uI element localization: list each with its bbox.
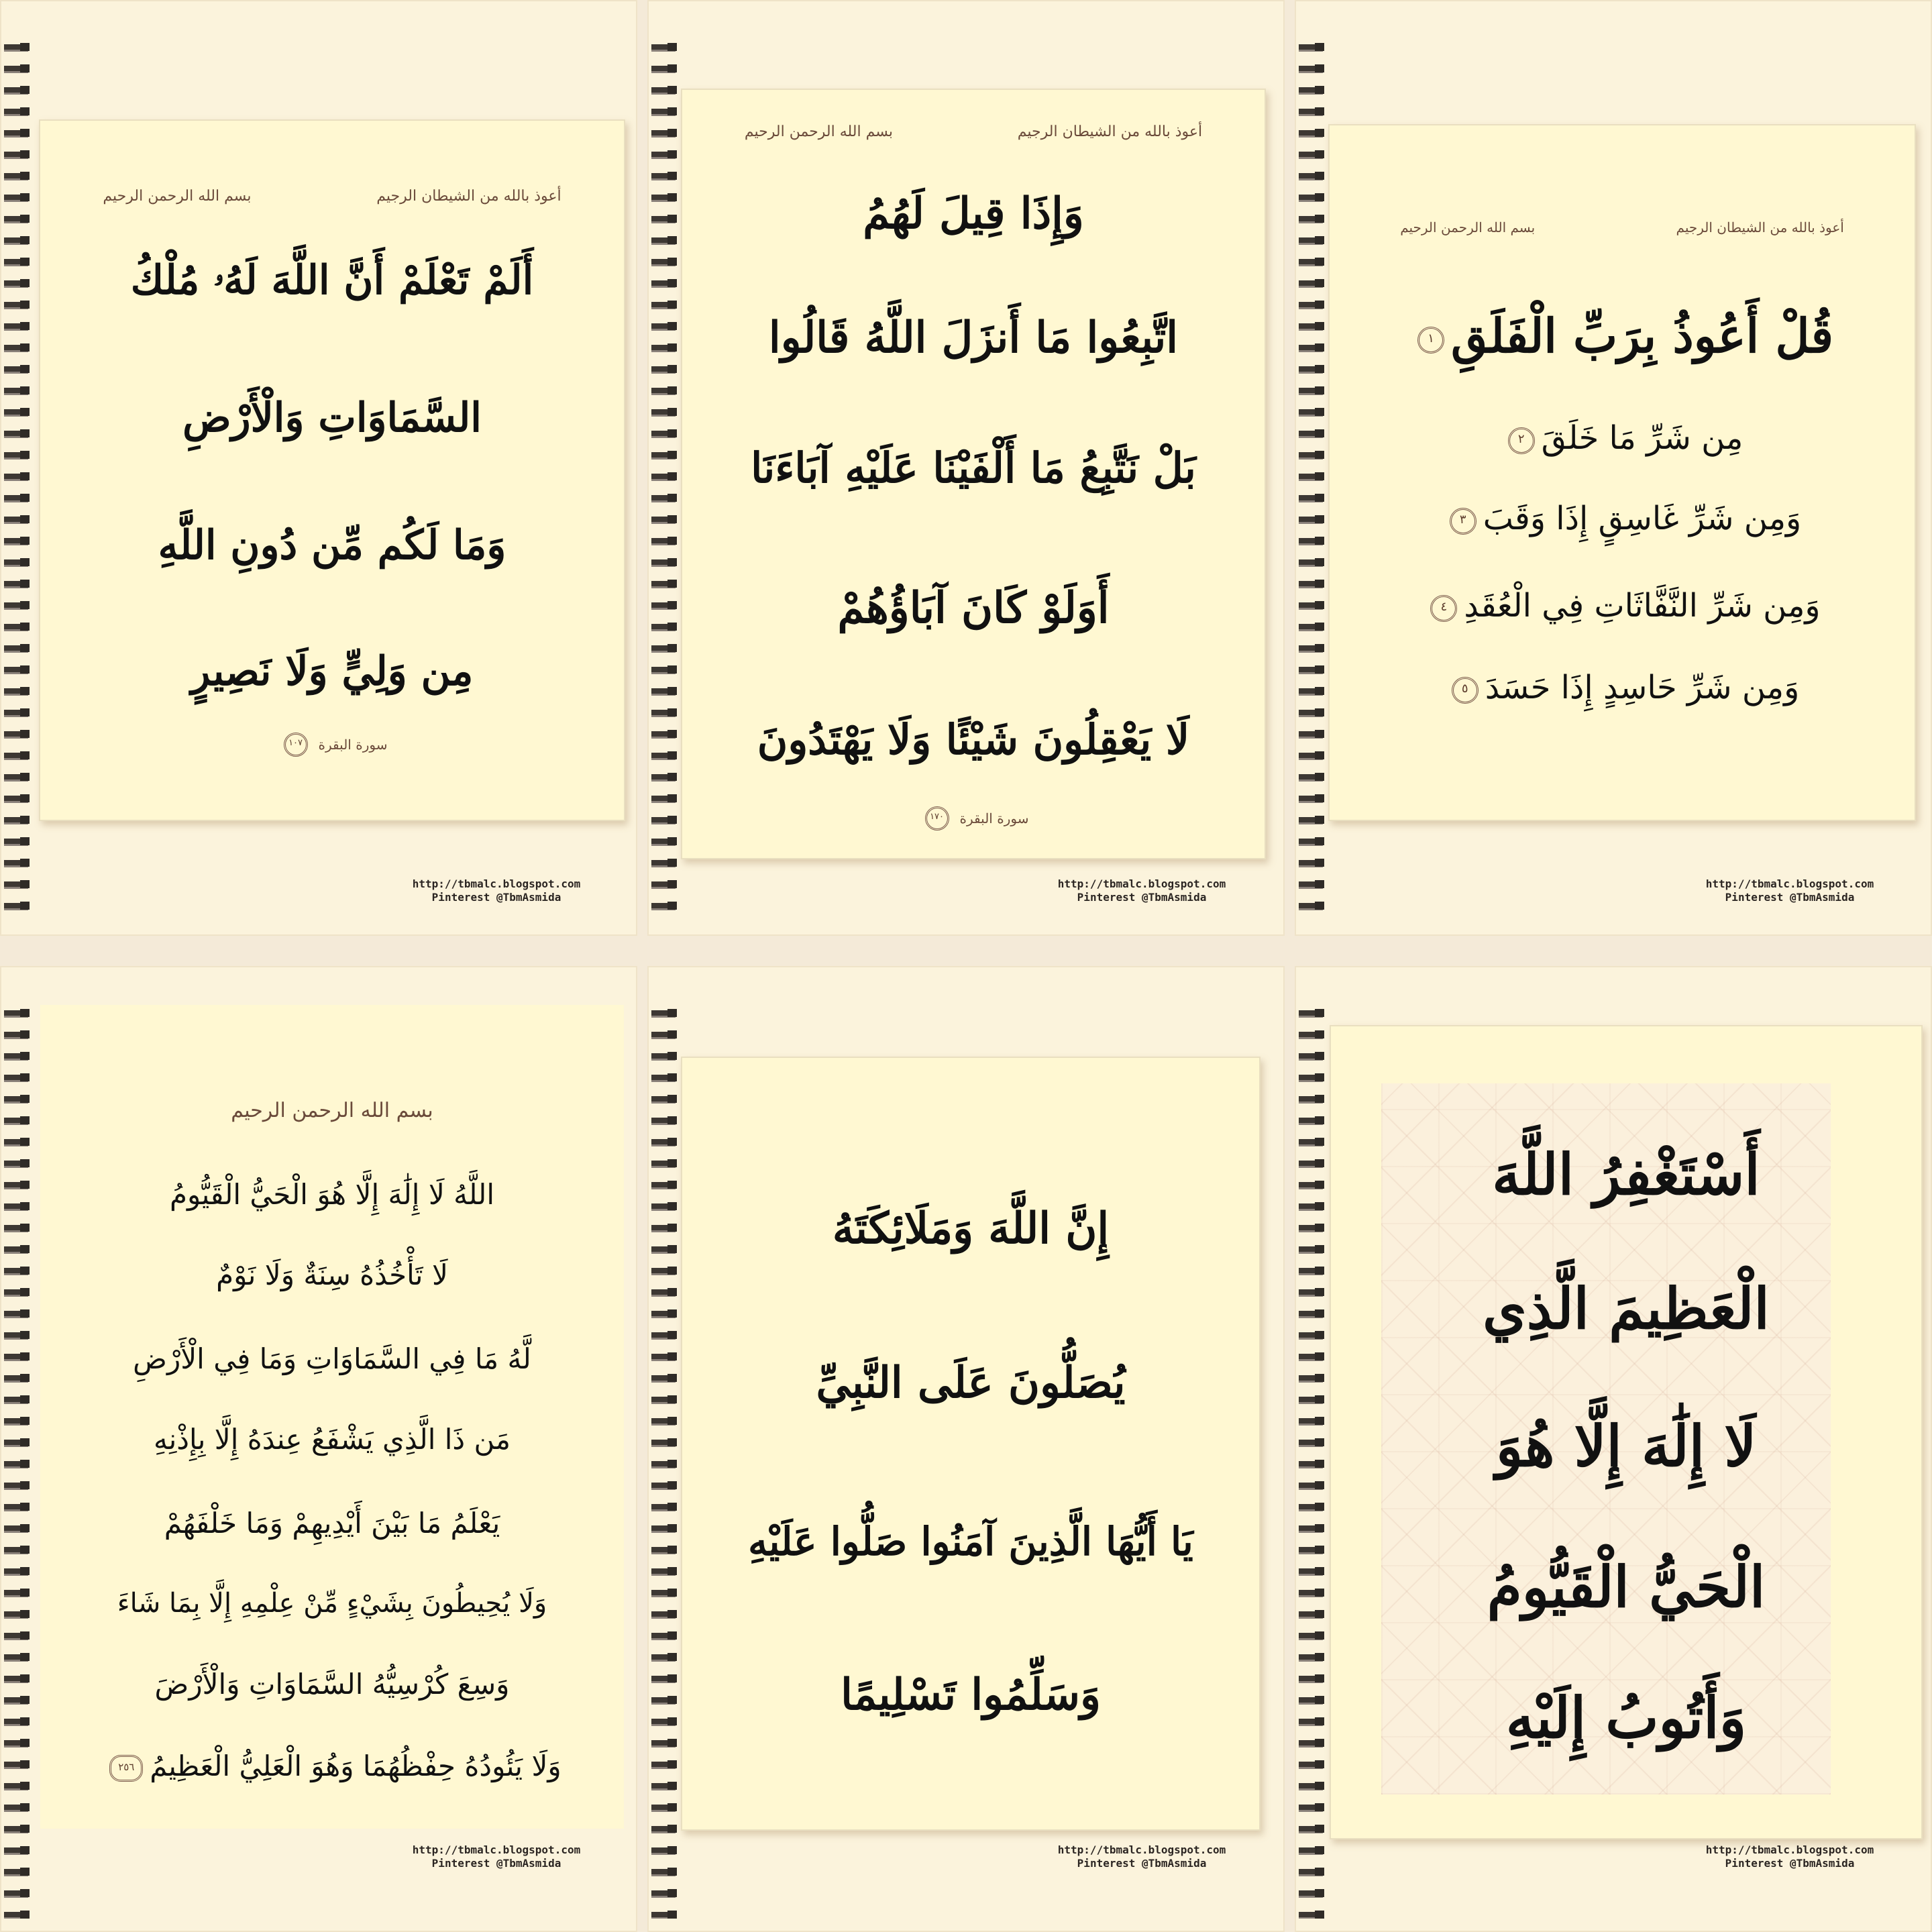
verse-text: وَمِن شَرِّ غَاسِقٍ إِذَا وَقَبَ: [1483, 500, 1802, 537]
ayah-number-mark: ١٧٠: [925, 806, 949, 830]
ayah-number-mark: ١: [1417, 327, 1444, 354]
credit: [1048, 877, 1236, 904]
page-header: [40, 188, 624, 205]
credit: [402, 1843, 590, 1870]
card-baqarah-170: [647, 0, 1285, 936]
verse-line: [1330, 588, 1915, 624]
verse-line: اتَّبِعُوا مَا أَنزَلَ اللَّهُ قَالُوا: [768, 313, 1179, 363]
taawwudh: أعوذ بالله من الشيطان الرجيم: [1676, 219, 1844, 235]
sura-label: [682, 806, 1265, 830]
verse-page: [1330, 1025, 1923, 1839]
verse-line: يَعْلَمُ مَا بَيْنَ أَيْدِيهِمْ وَمَا خَلْفَهُمْ: [164, 1507, 500, 1540]
credit: [1048, 1843, 1236, 1870]
verse-line: مَن ذَا الَّذِي يَشْفَعُ عِندَهُ إِلَّا بِإِذْنِهِ: [154, 1423, 511, 1456]
spiral-binding: [647, 1001, 682, 1919]
blog-url: http://tbmalc.blogspot.com: [412, 1843, 581, 1856]
ayah-number-mark: ٥: [1452, 677, 1479, 704]
verse-line: وَسَلِّمُوا تَسْلِيمًا: [841, 1670, 1101, 1720]
verse-line: أَلَمْ تَعْلَمْ أَنَّ اللَّهَ لَهُۥ مُلْكُ: [130, 257, 534, 304]
blog-url: http://tbmalc.blogspot.com: [1705, 1843, 1874, 1856]
credit: [402, 877, 590, 904]
verse-text: وَمِن شَرِّ حَاسِدٍ إِذَا حَسَدَ: [1485, 669, 1800, 706]
spiral-binding: [1295, 1001, 1330, 1919]
card-istighfar: [1295, 966, 1932, 1932]
verse-line: وَمَا لَكُم مِّن دُونِ اللَّهِ: [158, 522, 506, 569]
verse-line: لَّهُ مَا فِي السَّمَاوَاتِ وَمَا فِي الْأَرْضِ: [133, 1342, 531, 1375]
verse-line: مِن وَلِيٍّ وَلَا نَصِيرٍ: [191, 648, 474, 695]
pinterest-handle: Pinterest @TbmAsmida: [1725, 891, 1855, 904]
verse-line: وَلَا يُحِيطُونَ بِشَيْءٍ مِّنْ عِلْمِهِ إِلَّا بِمَا شَاءَ: [117, 1588, 547, 1619]
blog-url: http://tbmalc.blogspot.com: [1057, 877, 1226, 890]
verse-line: لَا يَعْقِلُونَ شَيْئًا وَلَا يَهْتَدُونَ: [757, 715, 1190, 764]
taawwudh: أعوذ بالله من الشيطان الرجيم: [376, 188, 561, 205]
basmala: بسم الله الرحمن الرحيم: [231, 1099, 433, 1122]
verse-line: الْحَيُّ الْقَيُّومُ: [1487, 1554, 1766, 1620]
verse-text: وَمِن شَرِّ النَّفَّاثَاتِ فِي الْعُقَدِ: [1464, 587, 1821, 625]
verse-line: [1330, 421, 1915, 456]
verse-line: وَسِعَ كُرْسِيُّهُ السَّمَاوَاتِ وَالْأَرْضَ: [154, 1668, 510, 1701]
credit: [1696, 1843, 1884, 1870]
verse-line: وَإِذَا قِيلَ لَهُمُ: [863, 189, 1084, 239]
blog-url: http://tbmalc.blogspot.com: [1705, 877, 1874, 890]
pinterest-handle: Pinterest @TbmAsmida: [1077, 891, 1207, 904]
verse-page: [681, 89, 1266, 859]
ayah-number-mark: ٢٥٦: [109, 1755, 143, 1782]
basmala: بسم الله الرحمن الرحيم: [744, 123, 894, 140]
verse-line: أَوَلَوْ كَانَ آبَاؤُهُمْ: [837, 583, 1110, 633]
sura-name: سورة البقرة: [959, 810, 1029, 826]
verse-line: إِنَّ اللَّهَ وَمَلَائِكَتَهُ: [832, 1203, 1110, 1254]
spiral-binding: [1295, 35, 1330, 922]
basmala: بسم الله الرحمن الرحيم: [103, 188, 252, 205]
verse-line: لَا إِلَٰهَ إِلَّا هُوَ: [1495, 1413, 1757, 1479]
taawwudh: أعوذ بالله من الشيطان الرجيم: [1017, 123, 1203, 140]
verse-page: [1328, 124, 1916, 821]
verse-line: اللَّهُ لَا إِلَٰهَ إِلَّا هُوَ الْحَيُّ الْقَيُّومُ: [169, 1178, 495, 1211]
verse-line: أَسْتَغْفِرُ اللَّهَ: [1492, 1141, 1760, 1208]
verse-line: السَّمَاوَاتِ وَالْأَرْضِ: [182, 394, 482, 441]
verse-line: يُصَلُّونَ عَلَى النَّبِيِّ: [816, 1358, 1126, 1408]
ayah-number-mark: ١٠٧: [284, 733, 308, 757]
verse-line: بَلْ نَتَّبِعُ مَا أَلْفَيْنَا عَلَيْهِ آبَاءَنَا: [751, 443, 1196, 492]
verse-line: يَا أَيُّهَا الَّذِينَ آمَنُوا صَلُّوا عَلَيْهِ: [748, 1519, 1193, 1564]
verse-line: لَا تَأْخُذُهُ سِنَةٌ وَلَا نَوْمٌ: [216, 1258, 448, 1291]
verse-line: [1330, 310, 1915, 362]
card-baqarah-107: [0, 0, 637, 936]
verse-text: وَلَا يَئُودُهُ حِفْظُهُمَا وَهُوَ الْعَلِيُّ الْعَظِيمُ: [150, 1750, 561, 1782]
verse-line: [40, 1751, 624, 1782]
spiral-binding: [0, 1001, 35, 1919]
verse-line: الْعَظِيمَ الَّذِي: [1483, 1275, 1770, 1342]
blog-url: http://tbmalc.blogspot.com: [412, 877, 581, 890]
card-ayat-al-kursi: [0, 966, 637, 1932]
pinterest-handle: Pinterest @TbmAsmida: [431, 1857, 561, 1870]
ayah-number-mark: ٢: [1508, 427, 1535, 454]
sura-name: سورة البقرة: [318, 737, 388, 753]
page-header: [40, 1099, 624, 1122]
verse-page: [40, 1005, 624, 1829]
spiral-binding: [647, 35, 682, 922]
pinterest-handle: Pinterest @TbmAsmida: [1077, 1857, 1207, 1870]
basmala: بسم الله الرحمن الرحيم: [1400, 219, 1536, 235]
verse-line: وَأَتُوبُ إِلَيْهِ: [1505, 1684, 1747, 1751]
pinterest-handle: Pinterest @TbmAsmida: [431, 891, 561, 904]
sura-label: [40, 733, 624, 757]
verse-text: قُلْ أَعُوذُ بِرَبِّ الْفَلَقِ: [1451, 308, 1833, 364]
ayah-number-mark: ٣: [1450, 508, 1477, 535]
ayah-number-mark: ٤: [1430, 595, 1457, 622]
card-al-falaq: [1295, 0, 1932, 936]
spiral-binding: [0, 35, 35, 922]
page-header: [682, 123, 1265, 140]
card-salawat: [647, 966, 1285, 1932]
verse-page: [681, 1057, 1260, 1831]
page-header: [1330, 219, 1915, 235]
credit: [1696, 877, 1884, 904]
verse-page: [39, 119, 625, 821]
blog-url: http://tbmalc.blogspot.com: [1057, 1843, 1226, 1856]
pinterest-handle: Pinterest @TbmAsmida: [1725, 1857, 1855, 1870]
verse-line: [1330, 501, 1915, 537]
verse-line: [1330, 670, 1915, 706]
verse-text: مِن شَرِّ مَا خَلَقَ: [1541, 419, 1743, 457]
